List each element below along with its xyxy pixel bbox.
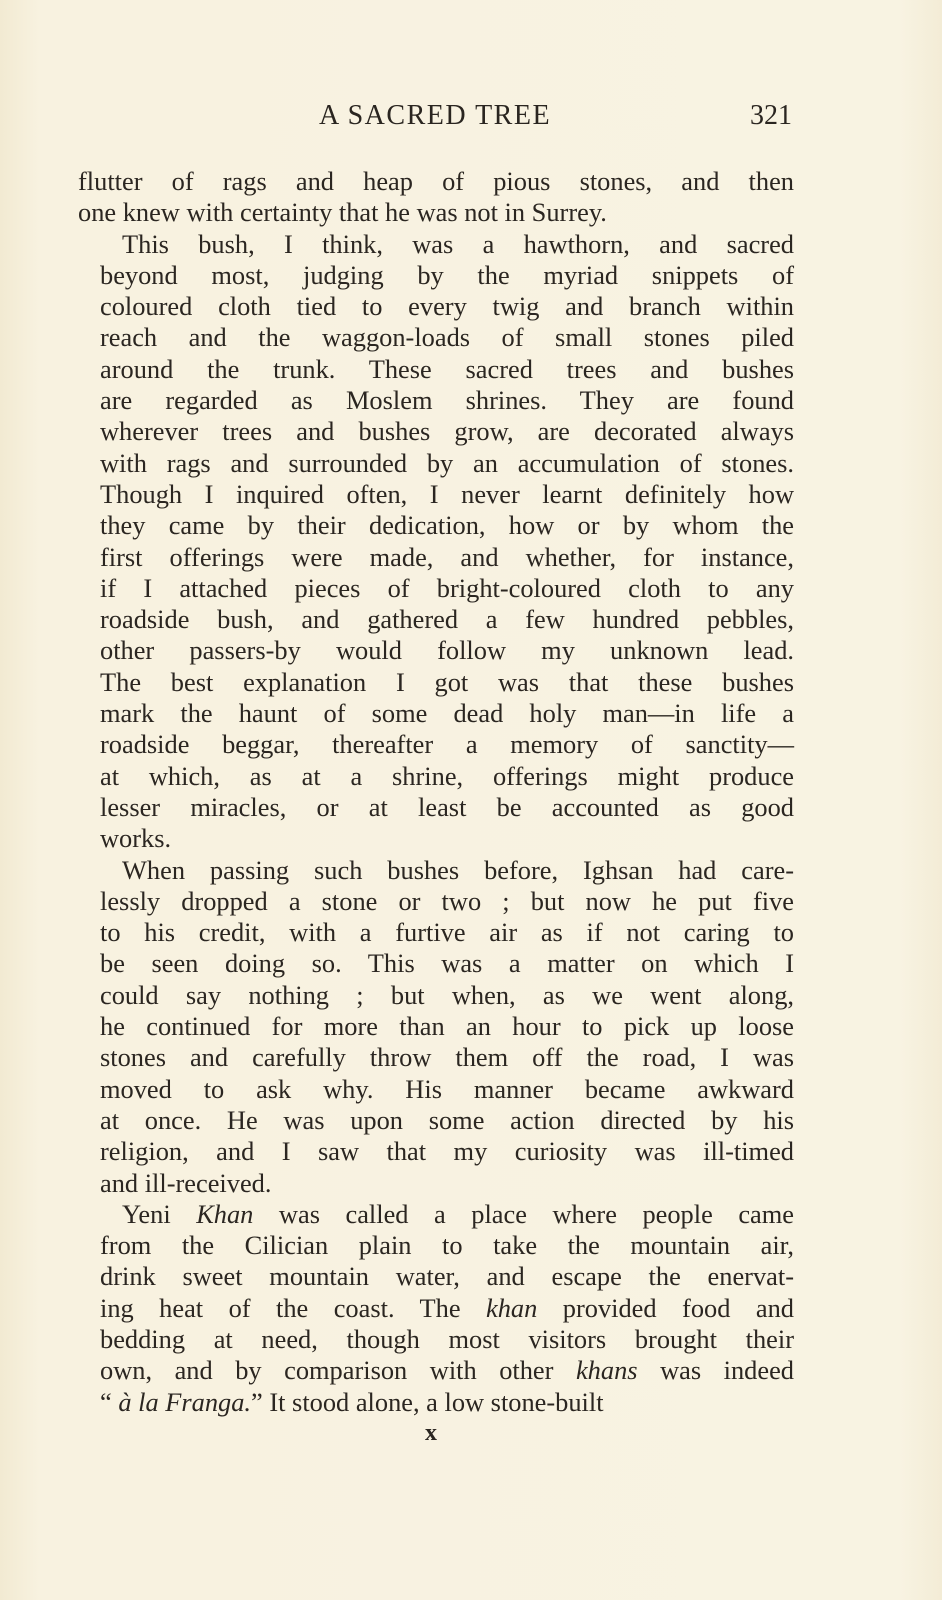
text-line: drink sweet mountain water, and escape the enervat- [100, 1261, 794, 1292]
text-line: wherever trees and bushes grow, are decorated always [100, 416, 794, 447]
text-line: ing heat of the coast. The khan provided food and [100, 1292, 794, 1323]
text-line: from the Cilician plain to take the mountain air, [100, 1230, 794, 1261]
page-number: 321 [750, 100, 792, 131]
text-line: if I attached pieces of bright-coloured cloth to any [100, 572, 794, 603]
text-line: moved to ask why. His manner became awkward [100, 1073, 794, 1104]
text-line: lesser miracles, or at least be accounted as good [100, 791, 794, 822]
text-line: other passers-by would follow my unknown lead. [100, 635, 794, 666]
text-line: own, and by comparison with other khans was indeed [100, 1355, 794, 1386]
text-line: Yeni Khan was called a place where people came [122, 1198, 794, 1229]
text-line: mark the haunt of some dead holy man—in life a [100, 698, 794, 729]
text-line: The best explanation I got was that these bushes [100, 666, 794, 697]
text-line: stones and carefully throw them off the road, I was [100, 1042, 794, 1073]
text-line: they came by their dedication, how or by whom the [100, 510, 794, 541]
text-line: This bush, I think, was a hawthorn, and sacred [122, 228, 794, 259]
text-line: are regarded as Moslem shrines. They are found [100, 385, 794, 416]
text-line: and ill-received. [100, 1167, 272, 1198]
text-line: reach and the waggon-loads of small stones piled [100, 322, 794, 353]
paragraph [78, 855, 794, 1199]
text-line: bedding at need, though most visitors brought their [100, 1323, 794, 1354]
text-line: first offerings were made, and whether, for instance, [100, 541, 794, 572]
text-line: could say nothing ; but when, as we went along, [100, 979, 794, 1010]
text-line: When passing such bushes before, Ighsan had care- [122, 854, 794, 885]
text-line: beyond most, judging by the myriad snippets of [100, 259, 794, 290]
text-line: at once. He was upon some action directed by his [100, 1104, 794, 1135]
text-line: coloured cloth tied to every twig and branch within [100, 291, 794, 322]
text-line: with rags and surrounded by an accumulation of stones. [100, 447, 794, 478]
signature-mark: x [425, 1420, 437, 1446]
paragraph [78, 1199, 794, 1418]
text-line: lessly dropped a stone or two ; but now he put five [100, 885, 794, 916]
text-line: flutter of rags and heap of pious stones, and then [78, 166, 794, 196]
text-line: “ à la Franga.” It stood alone, a low stone-built [100, 1386, 604, 1417]
text-line: one knew with certainty that he was not in Surrey. [78, 197, 607, 228]
text-line: roadside bush, and gathered a few hundred pebbles, [100, 604, 794, 635]
paragraph [78, 229, 794, 855]
paragraph [78, 166, 794, 229]
text-line: around the trunk. These sacred trees and bushes [100, 353, 794, 384]
text-line: Though I inquired often, I never learnt definitely how [100, 478, 794, 509]
text-line: religion, and I saw that my curiosity was ill-timed [100, 1136, 794, 1167]
text-line: roadside beggar, thereafter a memory of sanctity— [100, 729, 794, 760]
text-line: be seen doing so. This was a matter on which I [100, 948, 794, 979]
running-head: A SACRED TREE [318, 100, 552, 131]
text-line: works. [100, 823, 172, 854]
body-text [78, 166, 794, 1418]
text-line: he continued for more than an hour to pick up loose [100, 1011, 794, 1042]
page-header [78, 100, 792, 140]
text-line: at which, as at a shrine, offerings might produce [100, 760, 794, 791]
text-line: to his credit, with a furtive air as if not caring to [100, 917, 794, 948]
